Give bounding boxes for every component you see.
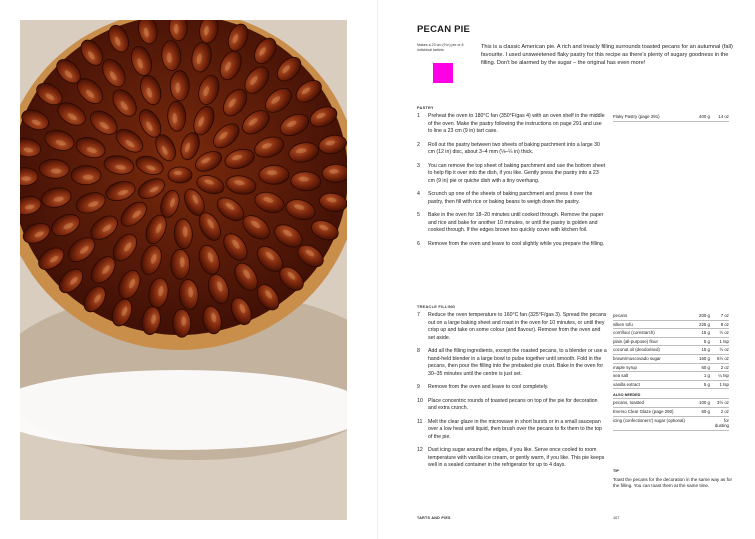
recipe-intro: This is a classic American pie. A rich and treacly filling surrounds toasted pecans for an autumnal (fall) favourite. I used unsweetened flaky pastry for this recipe as there's plenty of sugary goodness in the filling. Don't be alarmed by the sugar – the original has even more! [481, 44, 733, 66]
step-text: Bake in the oven for 18–20 minutes until cooked through. Remove the paper and rice and bake for another 10 minutes, or until the pastry is golden and cooked through. If the edges brown too quickly cover with kitchen foil. [428, 212, 604, 234]
also-needed-ingredients [613, 399, 729, 430]
step-text: Preheat the oven to 180°C fan (350°F/gas 4) with an oven shelf in the middle of the oven. Make the pastry following the instructions on page 291 and use to line a 23 cm (9 in) tart case. [428, 113, 605, 135]
pecan-highlight [175, 82, 180, 93]
ingredient-imperial: 2 oz [720, 408, 729, 414]
method-step [417, 212, 607, 235]
step-number: 1 [417, 113, 420, 119]
serves-note: Makes a 23 cm (9 in) pie or 8 individual tartlets [417, 43, 464, 52]
ingredient-row [613, 321, 729, 330]
qr-code-placeholder [433, 63, 453, 83]
ingredient-name: pecans, toasted [613, 400, 645, 406]
ingredient-imperial: 14 oz [718, 114, 729, 119]
ingredient-row [613, 355, 729, 364]
step-number: 10 [417, 397, 423, 404]
ingredient-imperial: 2 oz [720, 364, 729, 370]
ingredient-row [613, 408, 729, 417]
ingredient-imperial: 7 oz [720, 313, 729, 318]
ingredient-row [613, 417, 729, 431]
page-number: 107 [613, 516, 620, 520]
method-step [417, 384, 607, 392]
ingredient-name: silken tofu [613, 321, 633, 327]
pecan-highlight [83, 175, 94, 180]
ingredient-metric: 5 g [703, 338, 710, 344]
pecan-highlight [174, 171, 182, 175]
step-text: Roll out the pastry between two sheets of baking parchment into a large 30 cm (12 in) disc, about 3–4 mm (⅛–¼ in) thick. [428, 141, 600, 156]
ingredient-metric: 160 g [699, 355, 710, 361]
footer-section: TARTS AND PIES [417, 516, 451, 520]
step-number: 7 [417, 312, 420, 318]
ingredient-name: maple syrup [613, 364, 637, 370]
step-text: Reduce the oven temperature to 160°C fan (325°F/gas 3). Spread the pecans out on a large baking sheet and roast in the oven for 10 minutes, or until they crisp up and take on some colour (and flavour). Remove from the oven and set aside. [428, 312, 607, 341]
step-number: 2 [417, 141, 420, 148]
recipe-title: PECAN PIE [417, 24, 471, 35]
pecan-highlight [267, 170, 278, 175]
tip-label: TIP [613, 469, 619, 473]
ingredient-imperial: 5½ oz [717, 355, 729, 361]
ingredient-name: cornflour (cornstarch) [613, 330, 655, 336]
method-step [417, 419, 607, 442]
step-number: 11 [417, 418, 423, 425]
ingredient-name: icing (confectioners') sugar (optional) [613, 417, 685, 423]
step-number: 9 [417, 384, 420, 391]
method-step [417, 241, 607, 249]
filling-section-label: TREACLE FILLING [417, 305, 456, 309]
step-text: Remove from the oven and leave to cool slightly while you prepare the filling. [428, 240, 605, 247]
ingredient-imperial: ½ oz [719, 330, 729, 336]
ingredient-imperial: ½ oz [719, 347, 729, 353]
method-step [417, 191, 607, 206]
step-number: 6 [417, 240, 420, 247]
ingredient-metric: 60 g [701, 364, 710, 370]
step-text: Place concentric rounds of toasted pecans on top of the pie for decoration and extra crunch. [428, 397, 598, 412]
ingredient-name: vanilla extract [613, 381, 640, 387]
ingredient-imperial: for dusting [714, 417, 729, 429]
method-step [417, 142, 607, 157]
ingredient-metric: 15 g [701, 347, 710, 353]
method-step [417, 163, 607, 186]
pastry-ingredients [613, 113, 729, 122]
method-step [417, 312, 607, 342]
pie-illustration [20, 20, 347, 520]
ingredient-metric: 1 g [703, 373, 710, 379]
step-text: Remove from the oven and leave to cool completely. [428, 384, 549, 391]
pecan-pie-photo [20, 20, 347, 520]
step-text: Scrunch up one of the sheets of baking parchment and press it over the pastry, then fill with rice or baking beans to weigh down the pastry. [428, 191, 593, 205]
step-text: Add all the filling ingredients, except the roasted pecans, to a blender or use a hand-held blender in a large bowl to pulse together until smooth. Fold in the pecans, then pour the filling into the prebaked pie crust. Bake in the oven for 30–35 minutes until the centre is just set. [428, 348, 607, 377]
plate [20, 370, 347, 450]
tip-text: Toast the pecans for the decoration in the same way as for the filling. You can toast them at the same time. [613, 477, 732, 489]
ingredient-row [613, 312, 729, 321]
ingredient-imperial: 1 tsp [719, 338, 729, 344]
ingredient-row [613, 399, 729, 408]
filling-ingredients-block [613, 312, 729, 431]
filling-steps [417, 312, 607, 476]
ingredient-row [613, 364, 729, 373]
ingredient-imperial: ¼ tsp [718, 373, 729, 379]
ingredient-name: coconut oil (deodorised) [613, 347, 660, 353]
ingredient-row [613, 381, 729, 390]
ingredient-name: sea salt [613, 373, 629, 379]
ingredient-metric: 400 g [699, 114, 710, 119]
ingredient-row [613, 329, 729, 338]
step-text: Melt the clear glaze in the microwave in short bursts or in a small saucepan over a low heat until liquid, then brush over the pecans to fix them to the top of the pie. [428, 418, 602, 440]
step-number: 3 [417, 162, 420, 169]
step-number: 4 [417, 191, 420, 198]
ingredient-metric: 60 g [701, 408, 710, 414]
pastry-steps [417, 113, 607, 254]
method-step [417, 348, 607, 378]
ingredient-imperial: 3½ oz [717, 400, 729, 406]
ingredient-name: Flaky Pastry (page 291) [613, 114, 660, 119]
ingredient-metric [695, 418, 710, 429]
method-step [417, 447, 607, 470]
ingredient-metric: 200 g [699, 313, 710, 318]
pecan-half [168, 167, 192, 183]
ingredient-name: pecans [613, 313, 628, 318]
also-needed-label: ALSO NEEDED [613, 389, 729, 399]
ingredient-row [613, 113, 729, 122]
ingredient-row [613, 372, 729, 381]
ingredient-name: Everso Clear Glaze (page 290) [613, 408, 674, 414]
ingredient-row [613, 338, 729, 347]
step-number: 5 [417, 212, 420, 219]
method-step [417, 113, 607, 136]
step-number: 8 [417, 348, 420, 355]
ingredient-name: plain (all-purpose) flour [613, 338, 658, 344]
step-text: Dust icing sugar around the edges, if you like. Serve once cooled to room temperature with vanilla ice cream, or gently warm, if you like. This pie keeps well in a sealed container in the refrigerator for up to 4 days. [428, 447, 605, 469]
filling-ingredients [613, 312, 729, 389]
pastry-section-label: PASTRY [417, 106, 434, 110]
page-gutter [377, 0, 378, 539]
ingredient-name: brown/muscovado sugar [613, 355, 661, 361]
step-text: You can remove the top sheet of baking parchment and use the bottom sheet to help flip it over into the dish, if you like. Gently press the pastry into a 23 cm (9 in) pie or quiche dish with a tiny overhang. [428, 162, 606, 184]
ingredient-metric: 225 g [699, 321, 710, 327]
pecan-highlight [180, 257, 185, 268]
ingredient-metric: 5 g [703, 381, 710, 387]
ingredient-metric: 100 g [699, 400, 710, 406]
method-step [417, 398, 607, 413]
ingredient-imperial: 1 tsp [719, 381, 729, 387]
ingredient-row [613, 346, 729, 355]
ingredient-metric: 15 g [701, 330, 710, 336]
ingredient-imperial: 8 oz [720, 321, 729, 327]
step-number: 12 [417, 447, 423, 454]
